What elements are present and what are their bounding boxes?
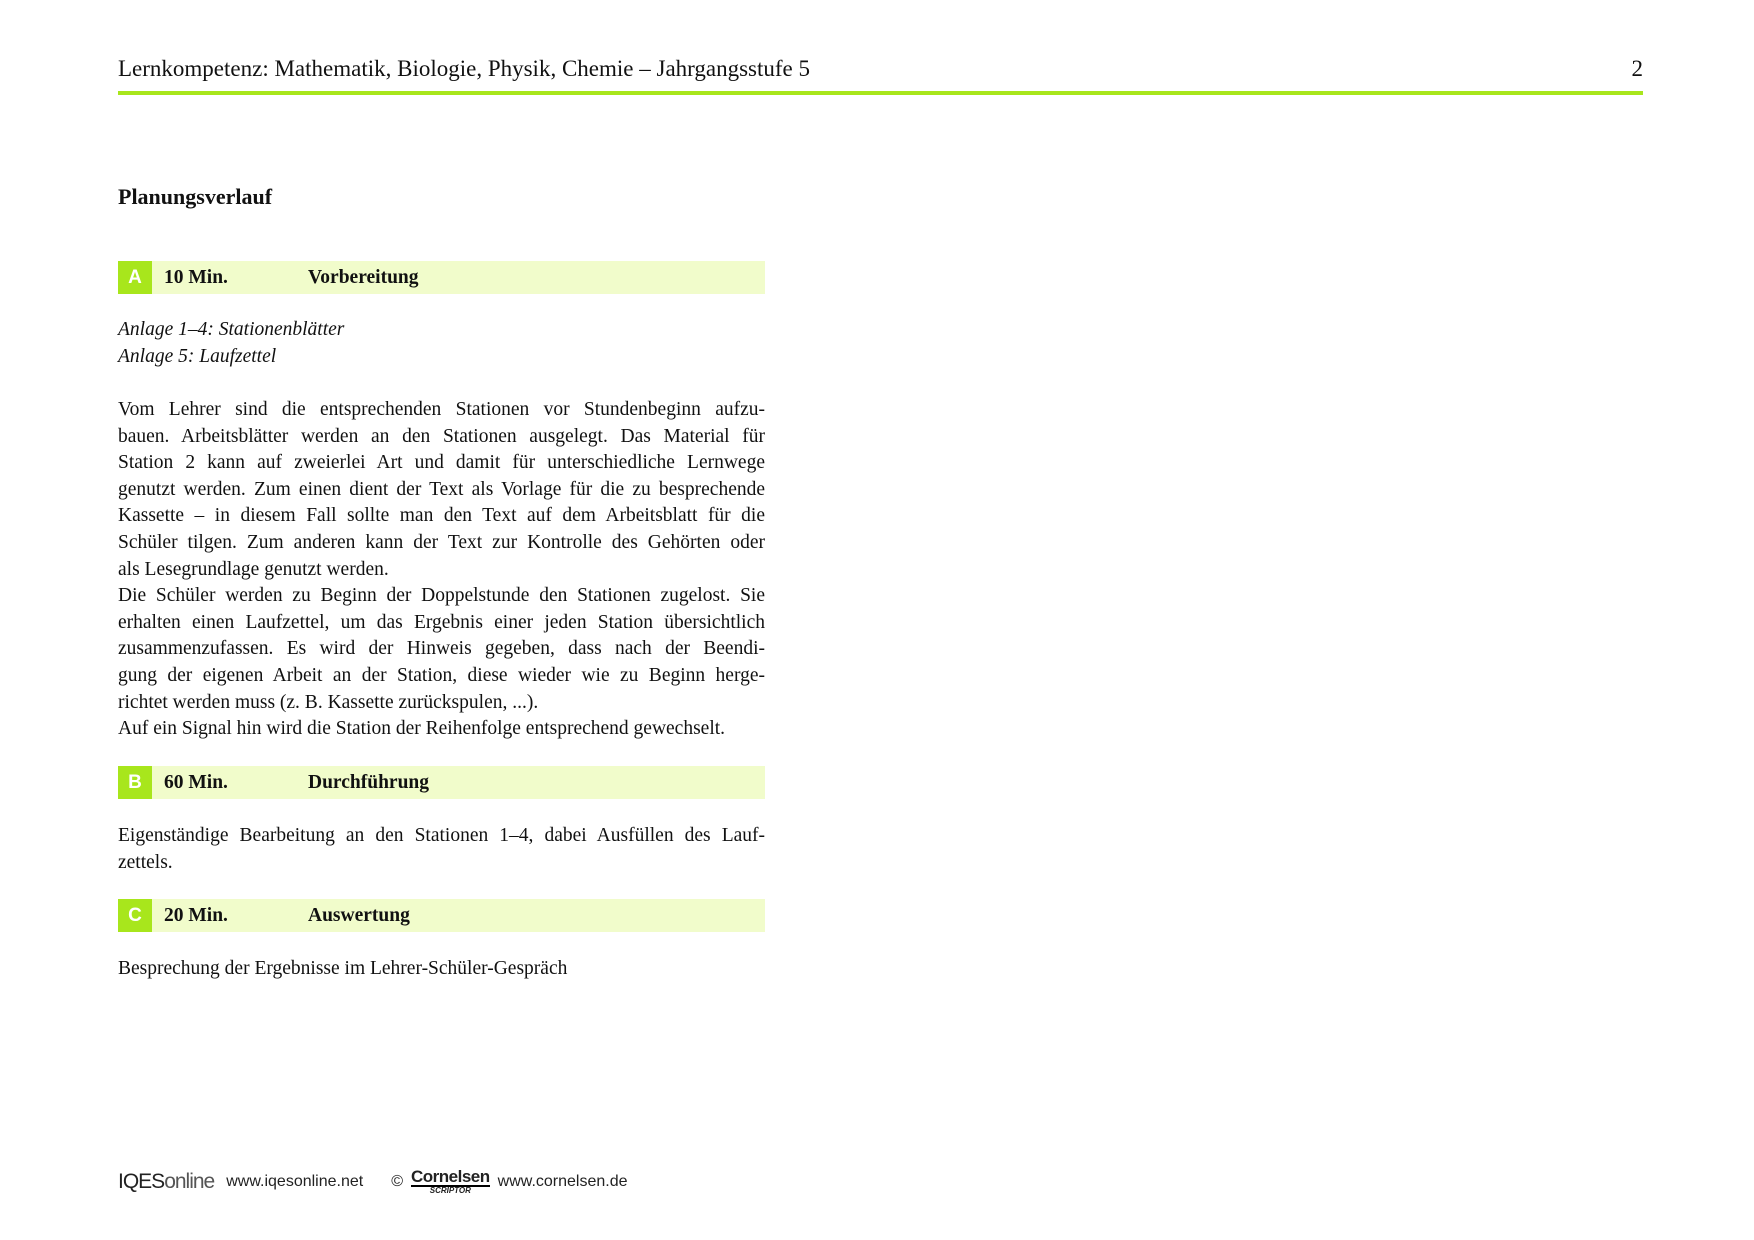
- phase-duration: 60 Min.: [164, 772, 228, 793]
- phase-letter: B: [118, 766, 152, 799]
- cornelsen-logo: [411, 1168, 490, 1195]
- section-b-text: [118, 823, 765, 876]
- phase-title: Vorbereitung: [308, 267, 419, 288]
- text-line: Die Schüler werden zu Beginn der Doppelstunde den Stationen zugelost. Sie: [118, 585, 765, 607]
- iqes-url[interactable]: www.iqesonline.net: [226, 1172, 364, 1190]
- phase-bar-a: [118, 261, 765, 294]
- phase-letter: A: [118, 261, 152, 294]
- cornelsen-logo-sub: SCRIPTOR: [429, 1186, 471, 1195]
- footer: [118, 1168, 628, 1195]
- section-c-text: Besprechung der Ergebnisse im Lehrer-Schüler-Gespräch: [118, 958, 568, 979]
- cornelsen-logo-text: Cornelsen: [411, 1167, 490, 1186]
- text-line: Auf ein Signal hin wird die Station der Reihenfolge entsprechend gewechselt.: [118, 718, 726, 740]
- text-line: Eigenständige Bearbeitung an den Stationen 1–4, dabei Ausfüllen des Lauf-: [118, 825, 765, 846]
- phase-title: Durchführung: [308, 772, 430, 793]
- iqes-logo-text: IQES: [118, 1169, 165, 1193]
- phase-bar-c: [118, 899, 765, 932]
- phase-bar-b: [118, 766, 765, 799]
- text-line: erhalten einen Laufzettel, um das Ergebnis einer jeden Station übersichtlich: [118, 611, 765, 633]
- page-number: 2: [1631, 56, 1643, 81]
- phase-duration: 10 Min.: [164, 267, 228, 288]
- phase-duration: 20 Min.: [164, 905, 228, 926]
- text-line: Schüler tilgen. Zum anderen kann der Text zur Kontrolle des Gehörten oder: [118, 531, 765, 553]
- text-line: Kassette – in diesem Fall sollte man den Text auf dem Arbeitsblatt für die: [118, 505, 765, 527]
- section-heading: Planungsverlauf: [118, 184, 273, 209]
- text-line: bauen. Arbeitsblätter werden an den Stationen ausgelegt. Das Material für: [118, 425, 765, 447]
- text-line: zettels.: [118, 851, 173, 873]
- attachments: [118, 317, 344, 370]
- phase-title: Auswertung: [308, 905, 410, 926]
- text-line: als Lesegrundlage genutzt werden.: [118, 558, 389, 580]
- text-line: Vom Lehrer sind die entsprechenden Stationen vor Stundenbeginn aufzu-: [118, 399, 765, 420]
- attachment-line: Anlage 1–4: Stationenblätter: [118, 319, 345, 340]
- text-line: gung der eigenen Arbeit an der Station, diese wieder wie zu Beginn herge-: [118, 664, 765, 686]
- cornelsen-url[interactable]: www.cornelsen.de: [497, 1172, 628, 1190]
- text-line: Station 2 kann auf zweierlei Art und damit für unterschiedliche Lernwege: [118, 452, 765, 474]
- header-rule: [118, 91, 1643, 95]
- text-line: zusammenzufassen. Es wird der Hinweis gegeben, dass nach der Beendi-: [118, 638, 765, 660]
- iqes-logo-text: online: [164, 1169, 215, 1193]
- text-line: genutzt werden. Zum einen dient der Text als Vorlage für die zu besprechende: [118, 478, 765, 500]
- header-title: Lernkompetenz: Mathematik, Biologie, Physik, Chemie – Jahrgangsstufe 5: [118, 56, 811, 81]
- section-a-text: [118, 397, 765, 743]
- copyright-symbol: ©: [391, 1172, 404, 1190]
- text-line: richtet werden muss (z. B. Kassette zurückspulen, ...).: [118, 691, 539, 713]
- attachment-line: Anlage 5: Laufzettel: [118, 345, 277, 367]
- iqes-logo: [118, 1170, 214, 1194]
- phase-letter: C: [118, 899, 152, 932]
